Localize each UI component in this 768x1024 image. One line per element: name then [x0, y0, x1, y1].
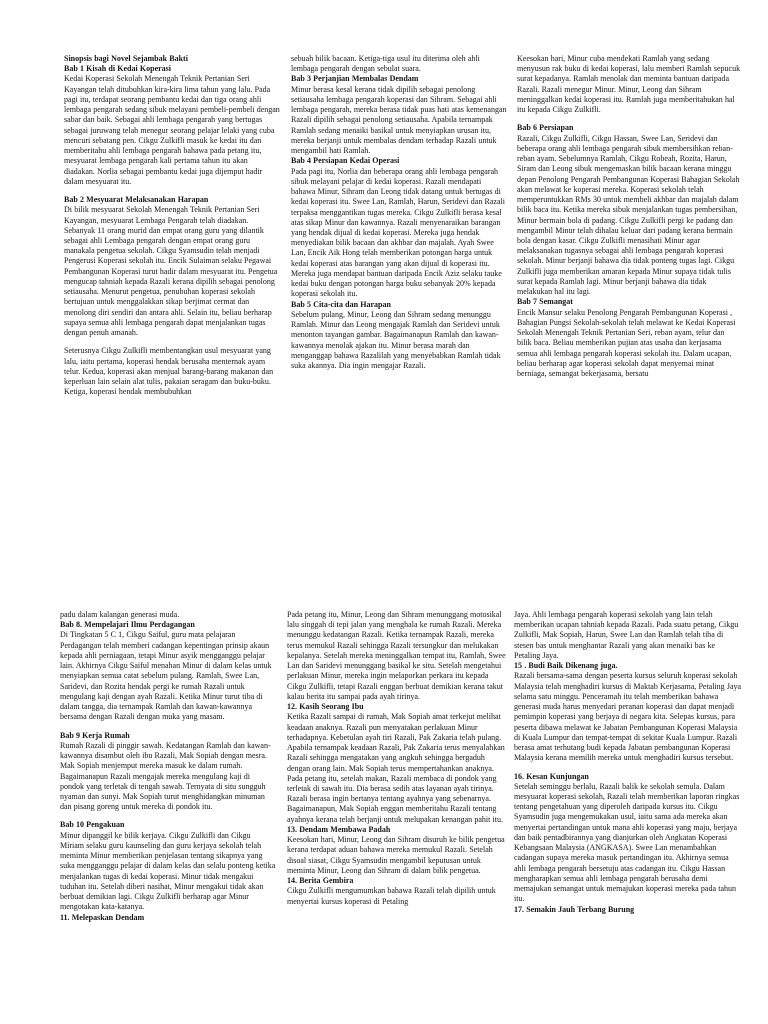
text-block-top-right [517, 54, 741, 379]
text-block-bottom-left [60, 610, 276, 923]
chapter-heading: Bab 1 Kisah di Kedai Koperasi [64, 64, 172, 74]
chapter-heading: 14. Berita Gembira [287, 876, 354, 886]
chapter-heading: 13. Dendam Membawa Padah [287, 824, 391, 834]
text-paragraph: padu dalam kalangan generasi muda. [60, 610, 180, 619]
text-paragraph: Minur berasa kesal kerana tidak dipilih sebagai penolong setiausaha lembaga pengarah koperasi dan Sihram. Sebagai ahli lembaga pengarah, mereka berasa tidak puas hati atas kemenangan Razali dipilih sebagai penolong setiausaha. Apabila ternampak Ramlah sedang menaiki basikal untuk menyiapkan urusan itu, mereka berjanji untuk membalas dendam terhadap Razali untuk mengambil hati Ramlah. [291, 84, 507, 156]
text-paragraph: Di bilik mesyuarat Sekolah Menengah Teknik Pertanian Seri Kayangan, mesyuarat Lembaga Pengarah telah diadakan. Sebanyak 11 orang murid dan empat orang guru yang dilantik sebagai ahli Lembaga pengarah dengan empat orang guru manakala pengetua sekolah. Cikgu Syamsudin telah menjadi Pengerusi Koperasi sekolah itu. Encik Sulaiman selaku Pegawai Pembangunan Koperasi turut hadir dalam mesyuarat itu. Pengetua mengucap tahniah kepada Razali kerana dipilih sebagai penolong setiausaha. Menurut pengetua, penubuhan koperasi sekolah bertujuan untuk menggalakkan sikap berjimat cermat dan menolong diri sendiri dan antara ahli. Selain itu, beliau berharap supaya semua ahli lembaga pengarah dapat menjalankan tugas dengan penuh amanah. [64, 205, 278, 338]
text-paragraph: Kedai Koperasi Sekolah Menengah Teknik Pertanian Seri Kayangan telah ditubuhkan kira-kira lima tahun yang lalu. Pada pagi itu, terdapat seorang pembantu kedai dan tiga orang ahli lembaga pengarah sedang sibuk melayani pembeli-pembeli dengan sabar dan baik. Sebagai ahli lembaga pengarah yang bertugas sebagai juruwang telah menegur seorang pelajar lelaki yang cuba mencuri sebatang pen. Cikgu Zulkifli masuk ke kedai itu dan memberitahu ahli lembaga pengarah bahawa pada petang itu, mesyuarat lembaga pengarah kali pertama tahun itu akan diadakan. Norlia sebagai pembantu kedai juga dijemput hadir dalam mesyuarat itu. [64, 74, 280, 186]
text-block-top-middle [291, 54, 507, 371]
text-block-bottom-middle [287, 610, 509, 907]
chapter-heading: 11. Melepaskan Dendam [60, 912, 145, 922]
text-paragraph: sebuah bilik bacaan. Ketiga-tiga usul itu diterima oleh ahli lembaga pengarah dengan sebulat suara. [291, 54, 480, 74]
chapter-heading: Bab 2 Mesyuarat Melaksanakan Harapan [64, 195, 209, 205]
chapter-heading: Bab 5 Cita-cita dan Harapan [291, 299, 391, 309]
chapter-heading: 15 . Budi Baik Dikenang juga. [514, 661, 618, 671]
chapter-heading: 17. Semakin Jauh Terbang Burung [514, 904, 635, 914]
text-paragraph: Pada petang itu, Minur, Leong dan Sihram menunggang motosikal lalu singgah di tepi jalan yang menghala ke rumah Razali. Mereka menunggu kedatangan Razali. Ketika ternampak Razali, mereka terus memukul Razali sehingga Razali tersungkur dan melukakan kepalanya. Setelah mereka meninggalkan tempat itu, Ramlah, Swee Lan dan Saridevi menunggang basikal ke situ. Setelah mengetahui perlakuan Minur, mereka ingin melaporkan perkara itu kepada Cikgu Zulkifli, tetapi Razali enggan berbuat demikian kerana takut kalau berita itu sampai pada ayah tirinya. [287, 610, 506, 701]
text-paragraph: Keesokan hari, Minur cuba mendekati Ramlah yang sedang menyusun rak buku di kedai koperasi, lalu memberi Ramlah sepucuk surat kepadanya. Ramlah menolak dan meminta bantuan daripada Razali. Razali menegur Minur. Minur, Leong dan Sihram meninggalkan kedai koperasi itu. Ramlah juga memberitahukan hal itu kepada Cikgu Zulkifli. [517, 54, 741, 115]
chapter-heading: 12. Kasih Seorang Ibu [287, 702, 364, 712]
chapter-heading: Bab 8. Mempelajari Ilmu Perdagangan [60, 620, 195, 630]
text-paragraph: Keesokan hari, Minur, Leong dan Sihram disuruh ke bilik pengetua kerana terdapat aduan bahawa mereka memukul Razali. Setelah disoal siasat, Cikgu Syamsudin mengambil keputusan untuk meminta Minur, Leong dan Sihram di dalam bilik pengetua. [287, 835, 505, 875]
text-paragraph: Setelah seminggu berlalu, Razali balik ke sekolah semula. Dalam mesyuarat koperasi sekolah, Razali telah memberikan laporan ringkas tentang pengetahuan yang diperoleh daripada kursus itu. Cikgu Syamsudin juga mengemukakan usul, iaitu sama ada mereka akan menyertai pertandingan untuk mana ahli koperasi yang maju, berjaya dan baik pentadbirannya yang dianjurkan oleh Angkatan Koperasi Kebangsaan Malaysia (ANGKASA). Swee Lan menambahkan cadangan supaya mereka masuk pertandingan itu. Akhirnya semua ahli lembaga pengarah bersetuju atas cadangan itu. Cikgu Hassan mengharapkan semua ahli lembaga pengarah berusaha demi memajukan semangat untuk memajukan koperasi mereka pada tahun itu. [514, 781, 740, 904]
text-paragraph: Cikgu Zulkifli mengumumkan bahawa Razali telah dipilih untuk menyertai kursus koperasi di Petaling [287, 886, 496, 906]
text-paragraph: Rumah Razali di pinggir sawah. Kedatangan Ramlah dan kawan-kawannya disambut oleh ibu Razali, Mak Sopiah dengan mesra. Mak Sopiah menjemput mereka masuk ke dalam rumah. Bagaimanapun Razali mengajak mereka mengulang kaji di pondok yang terletak di tengah sawah. Ternyata di situ sungguh nyaman dan sunyi. Mak Sopiah turut menghidangkan minuman dan pisang goreng untuk mereka di pondok itu. [60, 740, 271, 812]
text-block-bottom-right [514, 610, 742, 915]
chapter-heading: Bab 7 Semangat [517, 297, 573, 307]
text-paragraph: Minur dipanggil ke bilik kerjaya. Cikgu Zulkifli dan Cikgu Miriam selaku guru kaunseling dan guru kerjaya sekolah telah meminta Minur memberikan penjelasan tentang sikapnya yang suka mengganggu pelajar di dalam kelas dan selalu ponteng ketika menjalankan tugas di kedai koperasi. Minur tidak mengakui tuduhan itu. Setelah diberi nasihat, Minur mengakui tidak akan berbuat demikian lagi. Cikgu Zulkifli berharap agar Minur mengotakan kata-katanya. [60, 830, 276, 912]
chapter-heading: Bab 3 Perjanjian Membalas Dendam [291, 74, 419, 84]
chapter-heading: Sinopsis bagi Novel Sejambak Bakti [64, 54, 188, 63]
text-paragraph: Razali bersama-sama dengan peserta kursus seluruh koperasi sekolah Malaysia telah menghadiri kursus di Maktab Kerjasama, Petaling Jaya selama satu minggu. Penceramah itu telah memberikan bahawa generasi muda harus menyedari peranan koperasi dan dapat menjadi pemimpin koperasi yang berjaya di negara kita. Selepas kursus, para peserta dibawa melawat ke Jabatan Pembangunan Koperasi Malaysia di Kuala Lumpur dan tempat-tempat di sekitar Kuala Lumpur. Razali berasa amat terhutang budi kepada Jabatan pembangunan Koperasi Malaysia kerana memilih mereka untuk menghadiri kursus tersebut. [514, 671, 742, 763]
text-paragraph: Di Tingkatan 5 C 1, Cikgu Saiful, guru mata pelajaran Perdagangan telah memberi cadangan kepentingan prinsip akaun kepada ahli perniagaan, tetapi Minur asyik mengganggu pelajar lain. Akhirnya Cikgu Saiful menahan Minur di dalam kelas untuk menyiapkan semua catat sebelum pulang. Ramlah, Swee Lan, Saridevi, dan Rozita hendak pergi ke rumah Razali untuk mengulang kaji dengan ayah Razali. Ketika Minur turut tiba di dalam tangga, dia ternampak Ramlah dan kawan-kawannya bersama dengan Razali dengan muka yang masam. [60, 630, 272, 722]
text-block-top-left [64, 54, 280, 398]
chapter-heading: 16. Kesan Kunjungan [514, 771, 589, 781]
chapter-heading: Bab 4 Persiapan Kedai Operasi [291, 156, 400, 166]
chapter-heading: Bab 9 Kerja Rumah [60, 730, 130, 740]
text-paragraph: Seterusnya Cikgu Zulkifli membentangkan usul mesyuarat yang lalu, iaitu pertama, koperasi hendak berusaha menternak ayam telur. Kedua, koperasi akan menjual barang-barang makanan dan keperluan lain selain alat tulis, pakaian seragam dan buku-buku. Ketiga, koperasi hendak membubuhkan [64, 346, 274, 397]
chapter-heading: Bab 10 Pengakuan [60, 820, 125, 830]
text-paragraph: Pada pagi itu, Norlia dan beberapa orang ahli lembaga pengarah sibuk melayani pelajar di kedai koperasi. Razali mendapati bahawa Minur, Sihram dan Leong tidak datang untuk bertugas di kedai koperasi itu. Swee Lan, Ramlah, Harun, Seridevi dan Razali terpaksa menggantikan tugas mereka. Cikgu Zulkifli berasa kesal atas sikap Minur dan kawannya. Razali menyenaraikan barangan yang hendak dijual di kedai koperasi. Mereka juga hendak menyediakan bilik bacaan dan akhbar dan majalah. Ayah Swee Lan, Encik Aik Hong telah memberikan potongan harga untuk kedai koperasi atas barangan yang akan dijual di koperasi itu. Mereka juga mendapat bantuan daripada Encik Aziz selaku tauke kedai buku dengan potongan harga buku sebanyak 20% kepada koperasi sekolah itu. [291, 166, 505, 299]
text-paragraph: Jaya. Ahli lembaga pengarah koperasi sekolah yang lain telah memberikan ucapan tahniah kepada Razali. Pada suatu petang, Cikgu Zulkifli, Mak Sopiah, Harun, Swee Lan dan Ramlah telah tiba di stesen bas untuk menghantar Razali yang akan menaiki bas ke Petaling Jaya. [514, 610, 739, 660]
text-paragraph: Ketika Razali sampai di rumah, Mak Sopiah amat terkejut melihat keadaan anaknya. Razali pun menyatakan perlakuan Minur terhadapnya. Kebetulan ayah tiri Razali, Pak Zakaria telah pulang. Apabila ternampak keadaan Razali, Pak Zakaria terus menyalahkan Razali sehingga mengatakan yang angkuh sehingga bergaduh dengan orang lain. Mak Sopiah terus mempertahankan anaknya. Pada petang itu, setelah makan, Razali membaca di pondok yang terletak di sawah itu. Dia berasa sedih atas layanan ayah tirinya. Razali berasa ingin bertanya tentang ayahnya yang sebenarnya. Bagaimanapun, Mak Sopiah enggan memberitahu Razali tentang ayahnya kerana telah berjanji untuk melupakan kenangan pahit itu. [287, 712, 505, 824]
chapter-heading: Bab 6 Persiapan [517, 123, 574, 133]
text-paragraph: Encik Mansur selaku Penolong Pengarah Pembangunan Koperasi , Bahagian Pungsi Sekolah-sekolah telah melawat ke Kedai Koperasi Sekolah Menengah Teknik Pertanian Seri, reban ayam, telur dan bilik baca. Beliau memberikan pujian atas usaha dan kerjasama semua ahli lembaga pengarah koperasi sekolah itu. Dalam ucapan, beliau berharap agar koperasi sekolah dapat menyemai minat berniaga, semangat bekerjasama, bersatu [517, 307, 736, 379]
text-paragraph: Razali, Cikgu Zulkifli, Cikgu Hassan, Swee Lan, Seridevi dan beberapa orang ahli lembaga pengarah sibuk membersihkan reban-reban ayam. Sebelumnya Ramlah, Cikgu Robeah, Rozita, Harun, Siram dan Leong sibuk mengemaskan bilik bacaan kerana minggu depan Penolong Pengarah Pembangunan Koperasi Bahagian Sekolah akan melawat ke koperasi mereka. Koperasi sekolah telah memperuntukkan RMs 30 untuk membeli akhbar dan majalah dalam bilik baca itu. Ketika mereka sibuk menjalankan tugas pembersihan, Minur bermain bola di padang. Cikgu Zulkifli pergi ke padang dan mengambil Minur telah dihalau keluar dari padang kerana bermain bola dengan kasar. Cikgu Zulkifli menasihati Minur agar melaksanakan tugasnya sebagai ahli lembaga pengarah koperasi sekolah. Minur berjanji bahawa dia tidak ponteng tugas lagi. Cikgu Zulkifli juga memberikan amaran kepada Minur supaya tidak tulis surat kepada Ramlah lagi. Minur berjanji bahawa dia tidak melakukan hal itu lagi. [517, 133, 740, 297]
text-paragraph: Sebelum pulang, Minur, Leong dan Sihram sedang menunggu Ramlah. Minur dan Leong mengajak Ramlah dan Seridevi untuk menonton tayangan gambar. Bagaimanapun Ramlah dan kawan-kawannya menolak ajakan itu. Minur berasa marah dan menganggap bahawa Razalilah yang menyebabkan Ramlah tidak suka akannya. Dia ingin mengajar Razali. [291, 309, 501, 371]
